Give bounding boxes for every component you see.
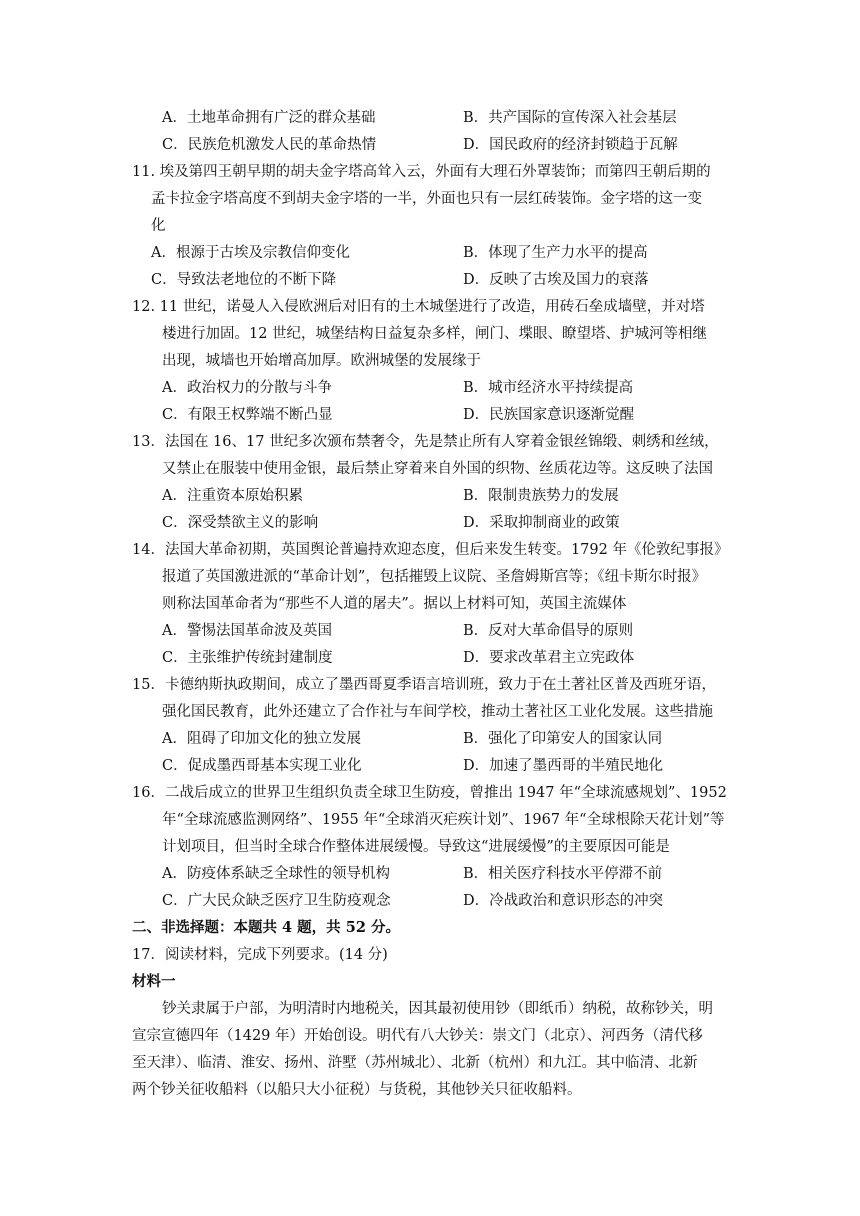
- q16-stem-line-2: 年“全球流感监测网络”、1955 年“全球消灭疟疾计划”、1967 年“全球根除天花计划”等: [162, 812, 725, 828]
- q10-option-c: C．民族危机激发人民的革命热情: [162, 137, 377, 153]
- q14-stem-line-2: 报道了英国激进派的“革命计划”，包括摧毁上议院、圣詹姆斯宫等；《纽卡斯尔时报》: [162, 569, 707, 585]
- q17-prompt: 17．阅读材料，完成下列要求。(14 分): [132, 947, 388, 963]
- q11-stem-line-3: 化: [151, 218, 166, 234]
- q13-option-d: D．采取抑制商业的政策: [463, 515, 620, 531]
- q11-stem-line-2: 孟卡拉金字塔高度不到胡夫金字塔的一半，外面也只有一层红砖装饰。金字塔的这一变: [151, 191, 702, 207]
- q11-option-c: C．导致法老地位的不断下降: [151, 272, 337, 288]
- q10-option-d: D．国民政府的经济封锁趋于瓦解: [463, 137, 678, 153]
- material-paragraph-line-4: 两个钞关征收船料（以船只大小征税）与货税，其他钞关只征收船料。: [132, 1082, 582, 1098]
- q12-option-c: C．有限王权弊端不断凸显: [162, 407, 333, 423]
- q15-stem-line-1: 15．卡德纳斯执政期间，成立了墨西哥夏季语言培训班，致力于在土著社区普及西班牙语，: [132, 677, 716, 693]
- q12-stem-line-3: 出现，城墙也开始增高加厚。欧洲城堡的发展缘于: [162, 353, 481, 369]
- material-paragraph-line-3: 至天津）、临清、淮安、扬州、浒墅（苏州城北）、北新（杭州）和九江。其中临清、北新: [132, 1055, 698, 1071]
- q14-option-a: A．警惕法国革命波及英国: [162, 623, 332, 639]
- q11-option-b: B．体现了生产力水平的提高: [463, 245, 648, 261]
- q12-stem-line-2: 楼进行加固。12 世纪，城堡结构日益复杂多样，闸门、堞眼、瞭望塔、护城河等相继: [162, 326, 708, 342]
- q15-stem-line-2: 强化国民教育，此外还建立了合作社与车间学校，推动土著社区工业化发展。这些措施: [162, 704, 713, 720]
- q16-option-a: A．防疫体系缺乏全球性的领导机构: [162, 866, 390, 882]
- q12-option-b: B．城市经济水平持续提高: [463, 380, 634, 396]
- q12-option-a: A．政治权力的分散与斗争: [162, 380, 332, 396]
- q15-option-a: A．阻碍了印加文化的独立发展: [162, 731, 361, 747]
- q14-option-c: C．主张维护传统封建制度: [162, 650, 333, 666]
- q14-option-b: B．反对大革命倡导的原则: [463, 623, 634, 639]
- section-heading: 二、非选择题：本题共 4 题，共 52 分。: [132, 919, 400, 936]
- q11-option-a: A．根源于古埃及宗教信仰变化: [151, 245, 350, 261]
- q10-option-a: A．土地革命拥有广泛的群众基础: [162, 110, 376, 126]
- q13-option-c: C．深受禁欲主义的影响: [162, 515, 319, 531]
- material-paragraph-line-1: 钞关隶属于户部，为明清时内地税关，因其最初使用钞（即纸币）纳税，故称钞关，明: [162, 1001, 713, 1017]
- q12-stem-line-1: 12. 11 世纪，诺曼人入侵欧洲后对旧有的土木城堡进行了改造，用砖石垒成墙壁，并对塔: [132, 299, 705, 315]
- q16-option-d: D．冷战政治和意识形态的冲突: [463, 893, 664, 909]
- q13-stem-line-2: 又禁止在服装中使用金银，最后禁止穿着来自外国的织物、丝质花边等。这反映了法国: [162, 461, 713, 477]
- q10-option-b: B．共产国际的宣传深入社会基层: [463, 110, 677, 126]
- q11-option-d: D．反映了古埃及国力的衰落: [463, 272, 649, 288]
- q15-option-d: D．加速了墨西哥的半殖民地化: [463, 758, 664, 774]
- material-paragraph-line-2: 宣宗宣德四年（1429 年）开始创设。明代有八大钞关：崇文门（北京）、河西务（清代移: [132, 1028, 703, 1044]
- q11-stem-line-1: 11. 埃及第四王朝早期的胡夫金字塔高耸入云，外面有大理石外罩装饰；而第四王朝后期的: [132, 164, 711, 180]
- q15-option-c: C．促成墨西哥基本实现工业化: [162, 758, 362, 774]
- q14-stem-line-3: 则称法国革命者为“那些不人道的屠夫”。据以上材料可知，英国主流媒体: [162, 596, 627, 612]
- q14-stem-line-1: 14．法国大革命初期，英国舆论普遍持欢迎态度，但后来发生转变。1792 年《伦敦纪事报》: [132, 542, 729, 558]
- q13-option-a: A．注重资本原始积累: [162, 488, 303, 504]
- material-label: 材料一: [132, 973, 176, 990]
- q16-option-c: C．广大民众缺乏医疗卫生防疫观念: [162, 893, 391, 909]
- q15-option-b: B．强化了印第安人的国家认同: [463, 731, 663, 747]
- q14-option-d: D．要求改革君主立宪政体: [463, 650, 635, 666]
- q13-option-b: B．限制贵族势力的发展: [463, 488, 619, 504]
- q13-stem-line-1: 13．法国在 16、17 世纪多次颁布禁奢令，先是禁止所有人穿着金银丝锦缎、刺绣和丝绒，: [132, 434, 719, 450]
- q16-stem-line-3: 计划项目，但当时全球合作整体进展缓慢。导致这“进展缓慢”的主要原因可能是: [162, 839, 670, 855]
- q16-stem-line-1: 16．二战后成立的世界卫生组织负责全球卫生防疫，曾推出 1947 年“全球流感规划”、1952: [132, 785, 727, 801]
- q16-option-b: B．相关医疗科技水平停滞不前: [463, 866, 663, 882]
- q12-option-d: D．民族国家意识逐渐觉醒: [463, 407, 635, 423]
